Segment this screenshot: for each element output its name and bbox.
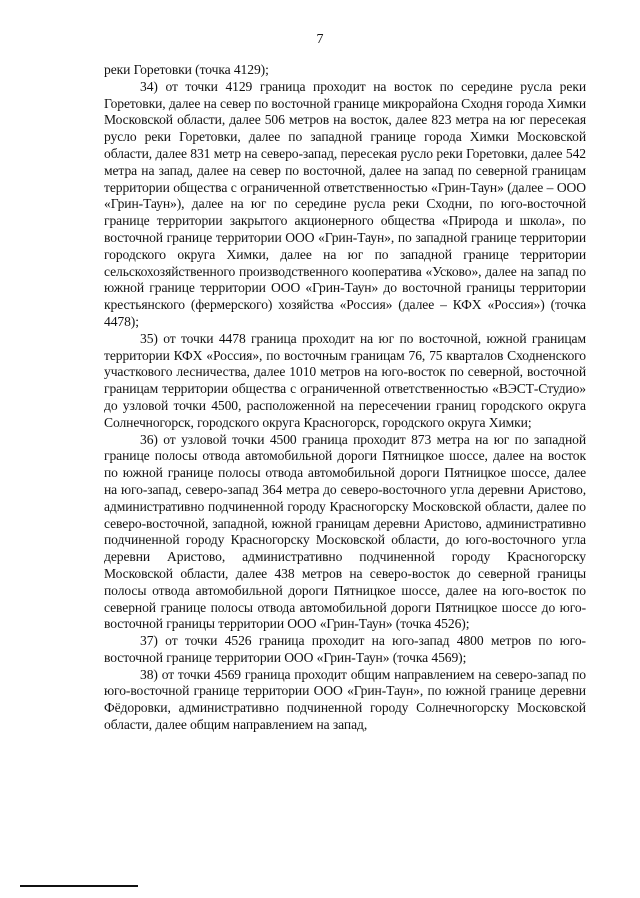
paragraph-item-38: 38) от точки 4569 граница проходит общим направлением на северо-запад по юго-восточной границе территории ООО «Грин-Таун», по южной границе деревни Фёдоровки, административно подчиненной городу Солнечногорску Московской области, далее общим направлением на запад, [104,666,586,733]
footer-rule [20,885,138,887]
paragraph-item-37: 37) от точки 4526 граница проходит на юго-запад 4800 метров по юго-восточной границе территории ООО «Грин-Таун» (точка 4569); [104,633,586,665]
paragraph-item-36: 36) от узловой точки 4500 граница проходит 873 метра на юг по западной границе полосы отвода автомобильной дороги Пятницкое шоссе, далее на восток по южной границе полосы отвода автомобильной дороги Пятницкое шоссе, далее на юго-запад, северо-запад 364 метра до северо-восточного угла деревни Аристово, административно подчиненной городу Красногорску Московской области, далее по северо-восточной, западной, южной границам деревни Аристово, административно подчиненной городу Красногорску Московской области, до юго-восточного угла деревни Аристово, административно подчиненной городу Красногорску Московской области, далее 438 метров на северо-восток до северной границы полосы отвода автомобильной дороги Пятницкое шоссе, далее на юго-восток по северной границе полосы отвода автомобильной дороги Пятницкое шоссе до юго-восточной границы территории ООО «Грин-Таун» (точка 4526); [104,431,586,632]
paragraph-item-34: 34) от точки 4129 граница проходит на восток по середине русла реки Горетовки, далее на север по восточной границе микрорайона Сходня города Химки Московской области, далее 506 метров на восток, далее 823 метра на юг пересекая русло реки Горетовки, далее по западной границе города Химки Московской области, далее 831 метр на северо-запад, пересекая русло реки Горетовки, далее 542 метра на запад, далее на север по восточной, далее на запад по северной границам территории общества с ограниченной ответственностью «Грин-Таун» (далее – ООО «Грин-Таун»), далее на юг по середине русла реки Сходни, по юго-восточной границе территории закрытого акционерного общества «Природа и школа», по восточной границе территории ООО «Грин-Таун», по западной границе территории городского округа Химки, далее на юг по западной границе территории сельскохозяйственного производственного кооператива «Усково», далее на запад по южной границе территории ООО «Грин-Таун» до восточной границы территории крестьянского (фермерского) хозяйства «Россия» (далее – КФХ «Россия») (точка 4478); [104,78,586,329]
paragraph-item-35: 35) от точки 4478 граница проходит на юг по восточной, южной границам территории КФХ «Россия», по восточным границам 76, 75 кварталов Сходненского участкового лесничества, далее 1010 метров на юго-восток по северной, восточной границам территории общества с ограниченной ответственностью «ВЭСТ-Студио» до узловой точки 4500, расположенной на пересечении границ городского округа Солнечногорск, городского округа Красногорск, городского округа Химки; [104,330,586,430]
document-body [104,62,586,734]
paragraph-continuation: реки Горетовки (точка 4129); [104,62,269,77]
page-number: 7 [316,32,324,47]
